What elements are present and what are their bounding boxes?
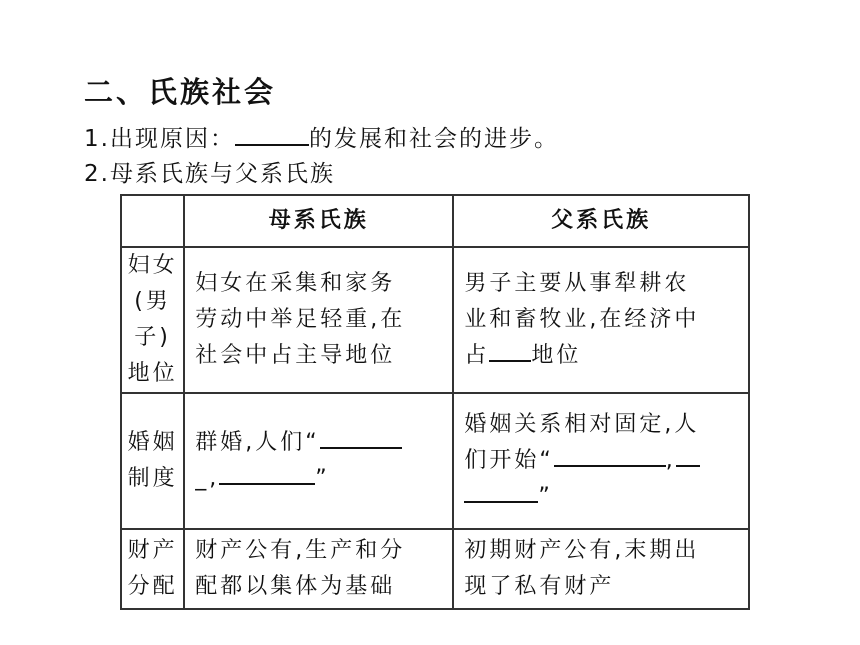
row-label-line: 财产 — [127, 538, 178, 563]
table-header-corner — [121, 195, 184, 247]
answer-blank[interactable] — [235, 124, 309, 146]
table-header-row — [121, 195, 749, 247]
question-1-prefix: 1.出现原因： — [84, 126, 235, 152]
answer-blank[interactable] — [554, 445, 666, 467]
row-label-property — [121, 529, 184, 609]
cell-line: 劳动中举足轻重,在 — [195, 307, 406, 332]
answer-blank[interactable] — [320, 427, 402, 449]
cell-line-text: 们开始“ — [464, 448, 554, 473]
cell-line-text: ” — [315, 466, 330, 491]
cell-matrilineal-property — [184, 529, 453, 609]
section-title: 二、氏族社会 — [84, 75, 277, 109]
table-row — [121, 247, 749, 393]
cell-line — [464, 338, 738, 374]
row-label-line: 地位 — [127, 361, 178, 386]
row-label-line: 分配 — [127, 574, 178, 599]
cell-line-text: ” — [538, 484, 553, 509]
cell-line — [195, 461, 442, 497]
row-label-line: 婚姻 — [127, 430, 178, 455]
row-label-status — [121, 247, 184, 393]
cell-line: 社会中占主导地位 — [195, 343, 396, 368]
table-row — [121, 393, 749, 529]
table-header-patrilineal: 父系氏族 — [453, 195, 749, 247]
cell-patrilineal-marriage — [453, 393, 749, 529]
cell-line — [464, 479, 738, 515]
cell-line-text: _, — [195, 466, 220, 491]
cell-line — [464, 443, 738, 479]
answer-blank[interactable] — [489, 340, 531, 362]
answer-blank[interactable] — [219, 463, 315, 485]
cell-matrilineal-marriage — [184, 393, 453, 529]
cell-line: 配都以集体为基础 — [195, 574, 396, 599]
cell-line-text: 群婚,人们“ — [195, 430, 320, 455]
table-row — [121, 529, 749, 609]
row-label-line: 妇女 — [127, 253, 178, 278]
cell-patrilineal-status — [453, 247, 749, 393]
question-1-suffix: 的发展和社会的进步。 — [308, 126, 559, 152]
cell-line: 财产公有,生产和分 — [195, 538, 406, 563]
answer-blank[interactable] — [464, 481, 538, 503]
cell-line — [195, 425, 442, 461]
cell-matrilineal-status — [184, 247, 453, 393]
question-2: 2.母系氏族与父系氏族 — [84, 161, 335, 187]
cell-line: 妇女在采集和家务 — [195, 271, 396, 296]
cell-line: 业和畜牧业,在经济中 — [464, 307, 700, 332]
cell-line: 婚姻关系相对固定,人 — [464, 412, 700, 437]
cell-line-text: , — [665, 448, 676, 473]
question-1 — [84, 120, 559, 153]
cell-line: 男子主要从事犁耕农 — [464, 271, 690, 296]
row-label-line: 制度 — [127, 466, 178, 491]
cell-line: 现了私有财产 — [464, 574, 615, 599]
row-label-marriage — [121, 393, 184, 529]
cell-line: 初期财产公有,末期出 — [464, 538, 700, 563]
cell-line-prefix: 占 — [464, 343, 490, 368]
answer-blank[interactable] — [676, 445, 700, 467]
cell-line-suffix: 地位 — [531, 343, 582, 368]
comparison-table — [120, 194, 750, 610]
table-header-matrilineal: 母系氏族 — [184, 195, 453, 247]
row-label-line: (男子) — [134, 289, 171, 350]
cell-patrilineal-property — [453, 529, 749, 609]
